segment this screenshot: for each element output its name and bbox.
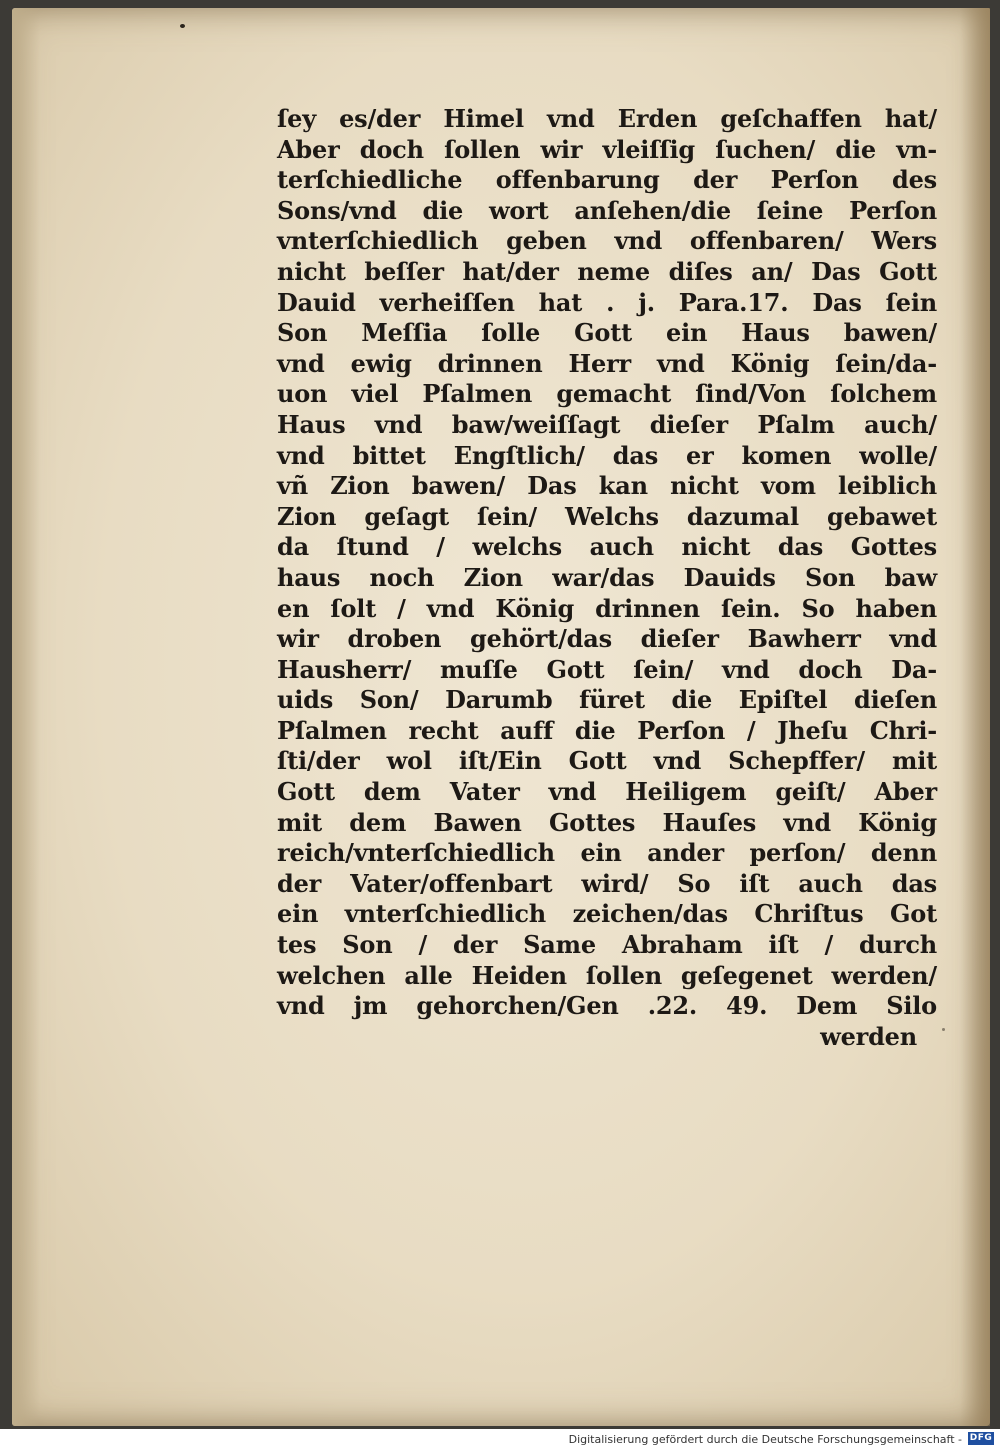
- text-line: Sons/vnd die wort anſehen/die ſeine Perſon: [277, 195, 937, 225]
- text-line: wir droben gehört/das dieſer Bawherr vnd: [277, 624, 937, 654]
- page-gutter-shadow: [12, 8, 40, 1426]
- text-line: nicht beſſer hat/der neme diſes an/ Das Gott: [277, 256, 937, 286]
- text-line: vnd ewig drinnen Herr vnd König ſein/da-: [277, 348, 937, 378]
- text-line: vñ Zion bawen/ Das kan nicht vom leiblich: [277, 471, 937, 501]
- text-line: vnterſchiedlich geben vnd offenbaren/ Wers: [277, 226, 937, 256]
- text-line: ſey es/der Himel vnd Erden geſchaffen hat/: [277, 104, 937, 133]
- text-line: Gott dem Vater vnd Heiligem geiſt/ Aber: [277, 777, 937, 807]
- text-line: haus noch Zion war/das Dauids Son baw: [277, 562, 937, 592]
- text-line: Hausherr/ muſſe Gott ſein/ vnd doch Da-: [277, 654, 937, 684]
- text-line: Aber doch ſollen wir vleiſſig ſuchen/ die vn-: [277, 134, 937, 164]
- text-line: Pſalmen recht auff die Perſon / Jheſu Chri-: [277, 715, 937, 745]
- text-line: da ſtund / welchs auch nicht das Gottes: [277, 532, 937, 562]
- ink-speck: [180, 24, 185, 28]
- text-line: uids Son/ Darumb füret die Epiſtel dieſen: [277, 685, 937, 715]
- text-line: en ſolt / vnd König drinnen ſein. So haben: [277, 593, 937, 623]
- funding-credit: Digitalisierung gefördert durch die Deutsche Forschungsgemeinschaft -: [568, 1433, 962, 1446]
- catchword: werden: [820, 1021, 917, 1051]
- text-line: der Vater/offenbart wird/ So iſt auch das: [277, 868, 937, 898]
- text-line: terſchiedliche offenbarung der Perſon des: [277, 165, 937, 195]
- text-line: tes Son / der Same Abraham iſt / durch: [277, 930, 937, 960]
- dfg-logo: DFG: [969, 1433, 993, 1443]
- text-line: vnd jm gehorchen/Gen .22. 49. Dem Silo: [277, 991, 937, 1021]
- text-line: uon viel Pſalmen gemacht ſind/Von ſolchem: [277, 379, 937, 409]
- text-line: ſti/der wol iſt/Ein Gott vnd Schepffer/ mit: [277, 746, 937, 776]
- text-line: vnd bittet Engſtlich/ das er komen wolle/: [277, 440, 937, 470]
- ink-speck: [942, 1028, 945, 1031]
- text-line: ein vnterſchiedlich zeichen/das Chriſtus Got: [277, 899, 937, 929]
- text-line: Haus vnd baw/weiſſagt dieſer Pſalm auch/: [277, 409, 937, 439]
- text-line: reich/vnterſchiedlich ein ander perſon/ denn: [277, 838, 937, 868]
- text-line: Son Meſſia ſolle Gott ein Haus bawen/: [277, 318, 937, 348]
- text-line: welchen alle Heiden ſollen geſegenet werden/: [277, 960, 937, 990]
- page-edge-shadow: [960, 8, 990, 1426]
- page-body-text: [277, 104, 937, 1052]
- text-line: Dauid verheiſſen hat . j. Para.17. Das ſein: [277, 287, 937, 317]
- text-line: Zion geſagt ſein/ Welchs dazumal gebawet: [277, 501, 937, 531]
- text-line: mit dem Bawen Gottes Hauſes vnd König: [277, 807, 937, 837]
